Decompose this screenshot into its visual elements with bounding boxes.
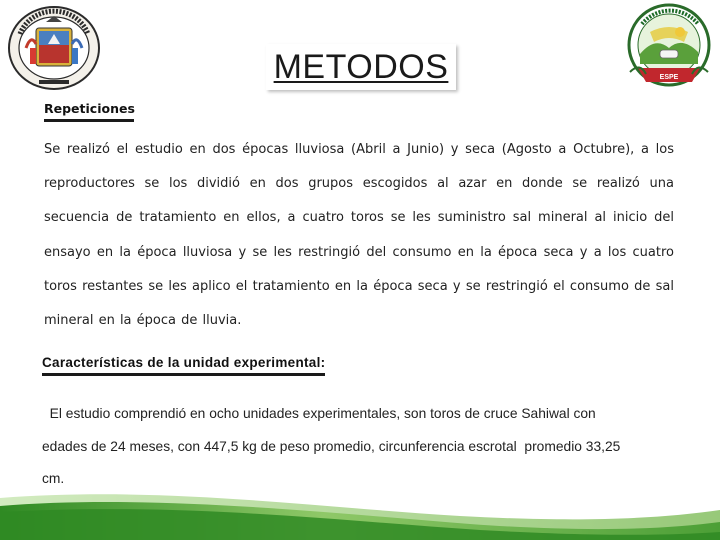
paragraph-line: reproductores se los dividió en dos grupos escogidos al azar en donde se realizó una secuencia de (44, 176, 674, 226)
title-box (266, 44, 456, 90)
espe-agriculture-emblem-logo (620, 2, 718, 92)
paragraph-line: lluviosa y se les restringió del consumo en la época seca y a los cuatro toros restantes se les (44, 244, 674, 294)
page-title: METODOS (273, 48, 449, 86)
heading-underline (44, 119, 134, 122)
caracteristicas-heading: Características de la unidad experimental: (42, 355, 325, 376)
logo-lettering: ESPE (659, 74, 679, 81)
paragraph-line: lluvia. (202, 313, 242, 329)
paragraph-line: aplico el tratamiento en la época seca y se restringió el consumo de sal mineral en la época de (44, 278, 674, 329)
decorative-green-wave (0, 476, 720, 540)
paragraph-line: El estudio comprendió en ocho unidades experimentales, son toros de cruce Sahiwal con (42, 406, 596, 421)
repeticiones-paragraph (44, 133, 674, 338)
paragraph-line: Se realizó el estudio en dos épocas lluviosa (Abril a Junio) y seca (Agosto a Octubre), a los (44, 142, 674, 157)
paragraph-line: edades de 24 meses, con 447,5 kg de peso promedio, circunferencia escrotal promedio 33,25 (42, 438, 621, 454)
university-emblem-logo (6, 4, 102, 92)
repeticiones-heading: Repeticiones (44, 101, 135, 116)
paragraph-line: tratamiento en ellos, a cuatro toros se les suministro sal mineral al inicio del ensayo en la época (44, 210, 674, 260)
paragraph-line: cm. (42, 471, 65, 486)
